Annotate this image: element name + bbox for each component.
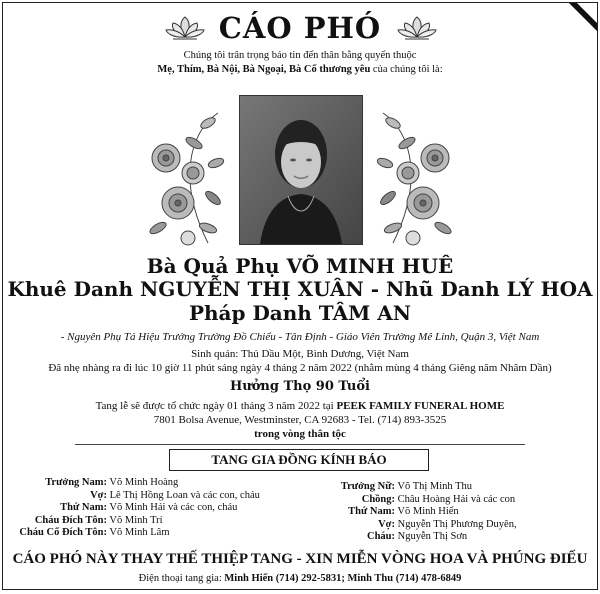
funeral-private-note: trong vòng thân tộc	[254, 428, 346, 440]
birthplace-line: Sinh quán: Thủ Dầu Một, Bình Dương, Việt Nam	[191, 348, 409, 360]
obituary-title: CÁO PHÓ	[218, 11, 382, 45]
family-row: Vợ: Nguyễn Thị Phương Duyên,	[378, 518, 517, 530]
closing-notice: CÁO PHÓ NÀY THAY THẾ THIỆP TANG - XIN MIỄN VÒNG HOA VÀ PHÚNG ĐIẾU	[12, 551, 588, 567]
family-row: Cháu Cố Đích Tôn: Võ Minh Lâm	[19, 527, 170, 539]
contact-phone: Điện thoại tang gia: Minh Hiển (714) 292-5831; Minh Thu (714) 478-6849	[138, 573, 462, 584]
funeral-line-1: Tang lễ sẽ được tổ chức ngày 01 tháng 3 năm 2022 tại PEEK FAMILY FUNERAL HOME	[95, 400, 505, 412]
deceased-full-name: VÕ MINH HUÊ	[286, 254, 454, 278]
deceased-name: Bà Quả Phụ VÕ MINH HUÊ	[146, 254, 454, 278]
mourning-header: TANG GIA ĐỒNG KÍNH BÁO	[169, 449, 429, 471]
contact-numbers: Minh Hiển (714) 292-5831; Minh Thu (714) 478-6849	[224, 573, 462, 584]
family-row: Chồng: Châu Hoàng Hải và các con	[361, 493, 516, 505]
age-line: Hưởng Thọ 90 Tuổi	[230, 379, 370, 394]
family-row: Thứ Nam: Võ Minh Hải và các con, cháu	[60, 502, 238, 514]
intro-relations: Mẹ, Thím, Bà Nội, Bà Ngoại, Bà Cố thương yêu	[157, 64, 371, 75]
flower-bouquet-right-icon	[363, 103, 463, 253]
family-row: Cháu Đích Tôn: Võ Minh Trí	[34, 514, 163, 526]
divider	[75, 444, 525, 445]
family-row: Vợ: Lê Thị Hồng Loan và các con, cháu	[90, 489, 260, 501]
family-row: Trưởng Nữ: Võ Thị Minh Thu	[340, 481, 473, 492]
passing-line: Đã nhẹ nhàng ra đi lúc 10 giờ 11 phút sáng ngày 4 tháng 2 năm 2022 (nhằm mùng 4 tháng Giêng năm Nhâm Dần)	[48, 362, 552, 374]
intro-suffix: của chúng tôi là:	[370, 64, 443, 75]
deceased-dharma-name: Pháp Danh TÂM AN	[188, 301, 412, 325]
family-list-left	[3, 477, 260, 540]
funeral-home-name: PEEK FAMILY FUNERAL HOME	[336, 400, 505, 412]
flower-bouquet-left-icon	[138, 103, 238, 253]
family-list-right	[305, 481, 517, 544]
intro-line-1: Chúng tôi trân trọng báo tin đến thân bằng quyến thuộc	[183, 50, 417, 61]
portrait-photo	[239, 95, 363, 245]
career-line: - Nguyên Phụ Tá Hiệu Trưởng Trường Đồ Chiểu - Tân Định - Giáo Viên Trường Mê Linh, Quận 3, Việt Nam	[60, 331, 540, 343]
intro-line-2	[3, 64, 597, 75]
funeral-address: 7801 Bolsa Avenue, Westminster, CA 92683 - Tel. (714) 893-3525	[153, 414, 447, 426]
obituary-page	[2, 2, 598, 590]
deceased-given-name: Khuê Danh NGUYỄN THỊ XUÂN - Nhũ Danh LÝ HOA	[7, 277, 593, 301]
family-row: Trưởng Nam: Võ Minh Hoàng	[45, 477, 179, 488]
family-row: Thứ Nam: Võ Minh Hiển	[348, 506, 459, 518]
family-row: Cháu: Nguyễn Thị Sơn	[366, 531, 468, 543]
